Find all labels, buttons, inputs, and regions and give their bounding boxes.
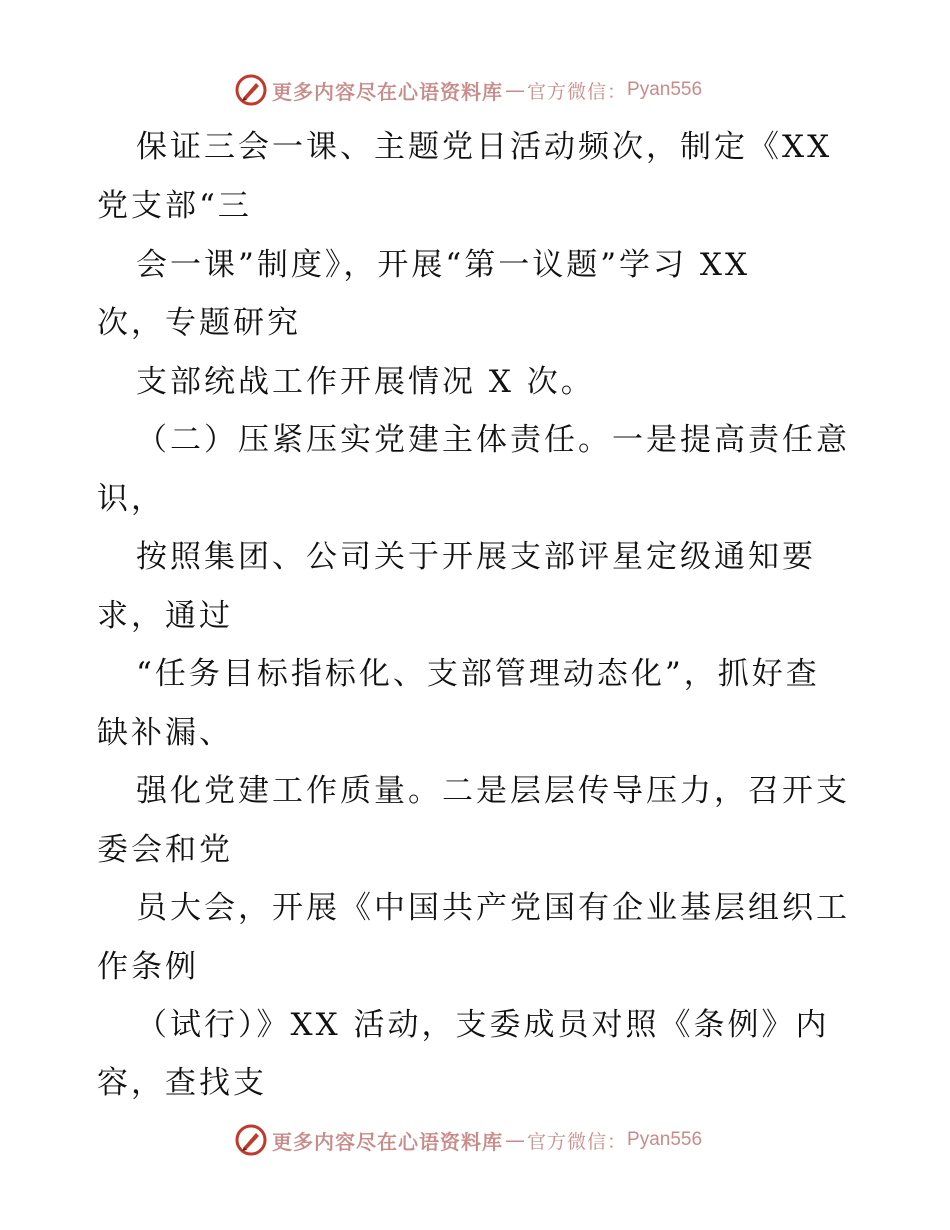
body-line: 识，: [97, 481, 165, 517]
body-line: 会一课”制度》，开展“第一议题”学习 XX: [136, 247, 751, 283]
body-line: 容，查找支: [97, 1065, 267, 1101]
body-line: 员大会，开展《中国共产党国有企业基层组织工: [136, 890, 850, 926]
watermark-separator: —: [505, 78, 525, 102]
body-line: （试行）》XX 活动，支委成员对照《条例》内: [136, 1007, 830, 1043]
body-line: 缺补漏、: [97, 715, 233, 751]
body-line: 党支部“三: [97, 188, 252, 224]
body-line: 按照集团、公司关于开展支部评星定级通知要: [136, 539, 816, 575]
body-line: 委会和党: [97, 832, 233, 868]
section-heading-line: （二）压紧压实党建主体责任。一是提高责任意: [136, 422, 850, 458]
watermark-wechat-id: Pyan556: [627, 1129, 703, 1150]
body-line: “任务目标指标化、支部管理动态化”，抓好查: [136, 656, 820, 692]
body-line: 保证三会一课、主题党日活动频次，制定《XX: [136, 129, 833, 165]
watermark-wechat-label: 官方微信：: [527, 80, 628, 103]
watermark-main-text: 更多内容尽在心语资料库: [272, 1129, 503, 1154]
pen-circle-logo-icon: [234, 1123, 268, 1157]
body-line: 作条例: [97, 949, 199, 985]
watermark-main-text: 更多内容尽在心语资料库: [272, 79, 503, 104]
header-watermark: [234, 72, 702, 108]
body-line: 支部统战工作开展情况 X 次。: [136, 364, 595, 400]
body-line: 求，通过: [97, 598, 233, 634]
watermark-separator: —: [505, 1128, 525, 1152]
footer-watermark: [234, 1122, 702, 1158]
watermark-wechat-id: Pyan556: [627, 79, 703, 100]
body-line: 强化党建工作质量。二是层层传导压力，召开支: [136, 773, 850, 809]
body-line: 次，专题研究: [97, 305, 301, 341]
watermark-wechat-label: 官方微信：: [527, 1130, 628, 1153]
pen-circle-logo-icon: [234, 73, 268, 107]
